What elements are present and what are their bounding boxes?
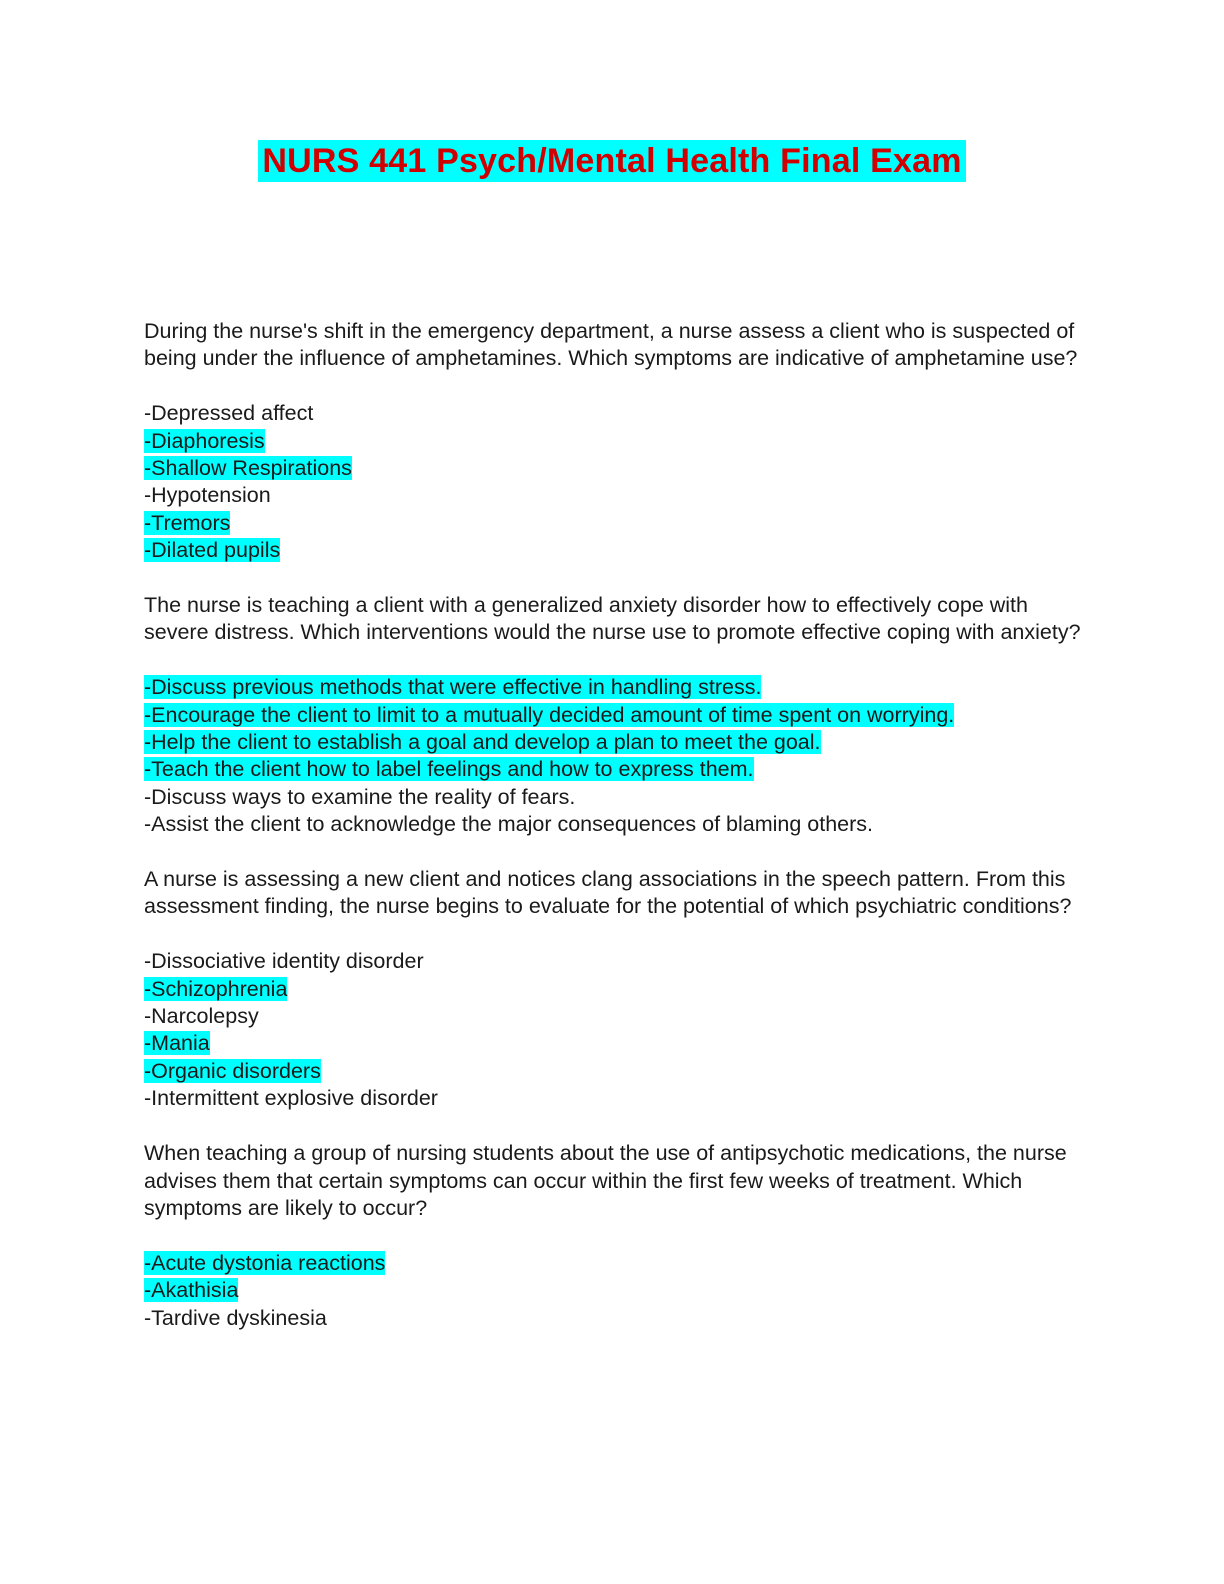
- q3-option-3: -Narcolepsy: [144, 1004, 259, 1029]
- question-1-text: During the nurse's shift in the emergency department, a nurse assess a client who is suspected of being under the influence of amphetamines. Which symptoms are indicative of amphetamine use?: [144, 319, 1078, 371]
- q1-option-3: -Shallow Respirations: [144, 456, 352, 481]
- document-title: NURS 441 Psych/Mental Health Final Exam: [258, 140, 965, 182]
- q1-option-1: -Depressed affect: [144, 401, 314, 426]
- q2-option-6: -Assist the client to acknowledge the major consequences of blaming others.: [144, 812, 874, 837]
- q3-option-6: -Intermittent explosive disorder: [144, 1086, 438, 1111]
- q2-option-1: -Discuss previous methods that were effective in handling stress.: [144, 675, 762, 700]
- q1-option-6: -Dilated pupils: [144, 538, 281, 563]
- question-3-text: A nurse is assessing a new client and notices clang associations in the speech pattern. From this assessment finding, the nurse begins to evaluate for the potential of which psychiatric conditions?: [144, 867, 1072, 919]
- q1-option-5: -Tremors: [144, 510, 231, 535]
- q1-option-4: -Hypotension: [144, 483, 271, 508]
- q1-option-2: -Diaphoresis: [144, 428, 265, 453]
- q2-option-5: -Discuss ways to examine the reality of fears.: [144, 784, 576, 809]
- q4-option-2: -Akathisia: [144, 1278, 239, 1303]
- q4-option-3: -Tardive dyskinesia: [144, 1305, 327, 1330]
- question-list: [144, 318, 1084, 1332]
- q4-option-1: -Acute dystonia reactions: [144, 1250, 386, 1275]
- q2-option-4: -Teach the client how to label feelings and how to express them.: [144, 757, 754, 782]
- question-4-text: When teaching a group of nursing students about the use of antipsychotic medications, the nurse advises them that certain symptoms can occur within the first few weeks of treatment. Which symptoms are likely to occur?: [144, 1141, 1067, 1220]
- title-wrapper: [0, 140, 1224, 182]
- q3-option-2: -Schizophrenia: [144, 976, 288, 1001]
- q3-option-1: -Dissociative identity disorder: [144, 949, 424, 974]
- q3-option-5: -Organic disorders: [144, 1058, 321, 1083]
- question-2-text: The nurse is teaching a client with a generalized anxiety disorder how to effectively cope with severe distress. Which interventions would the nurse use to promote effective coping with anxiety?: [144, 593, 1081, 645]
- q2-option-2: -Encourage the client to limit to a mutually decided amount of time spent on worrying.: [144, 702, 955, 727]
- q3-option-4: -Mania: [144, 1031, 210, 1056]
- q2-option-3: -Help the client to establish a goal and develop a plan to meet the goal.: [144, 730, 821, 755]
